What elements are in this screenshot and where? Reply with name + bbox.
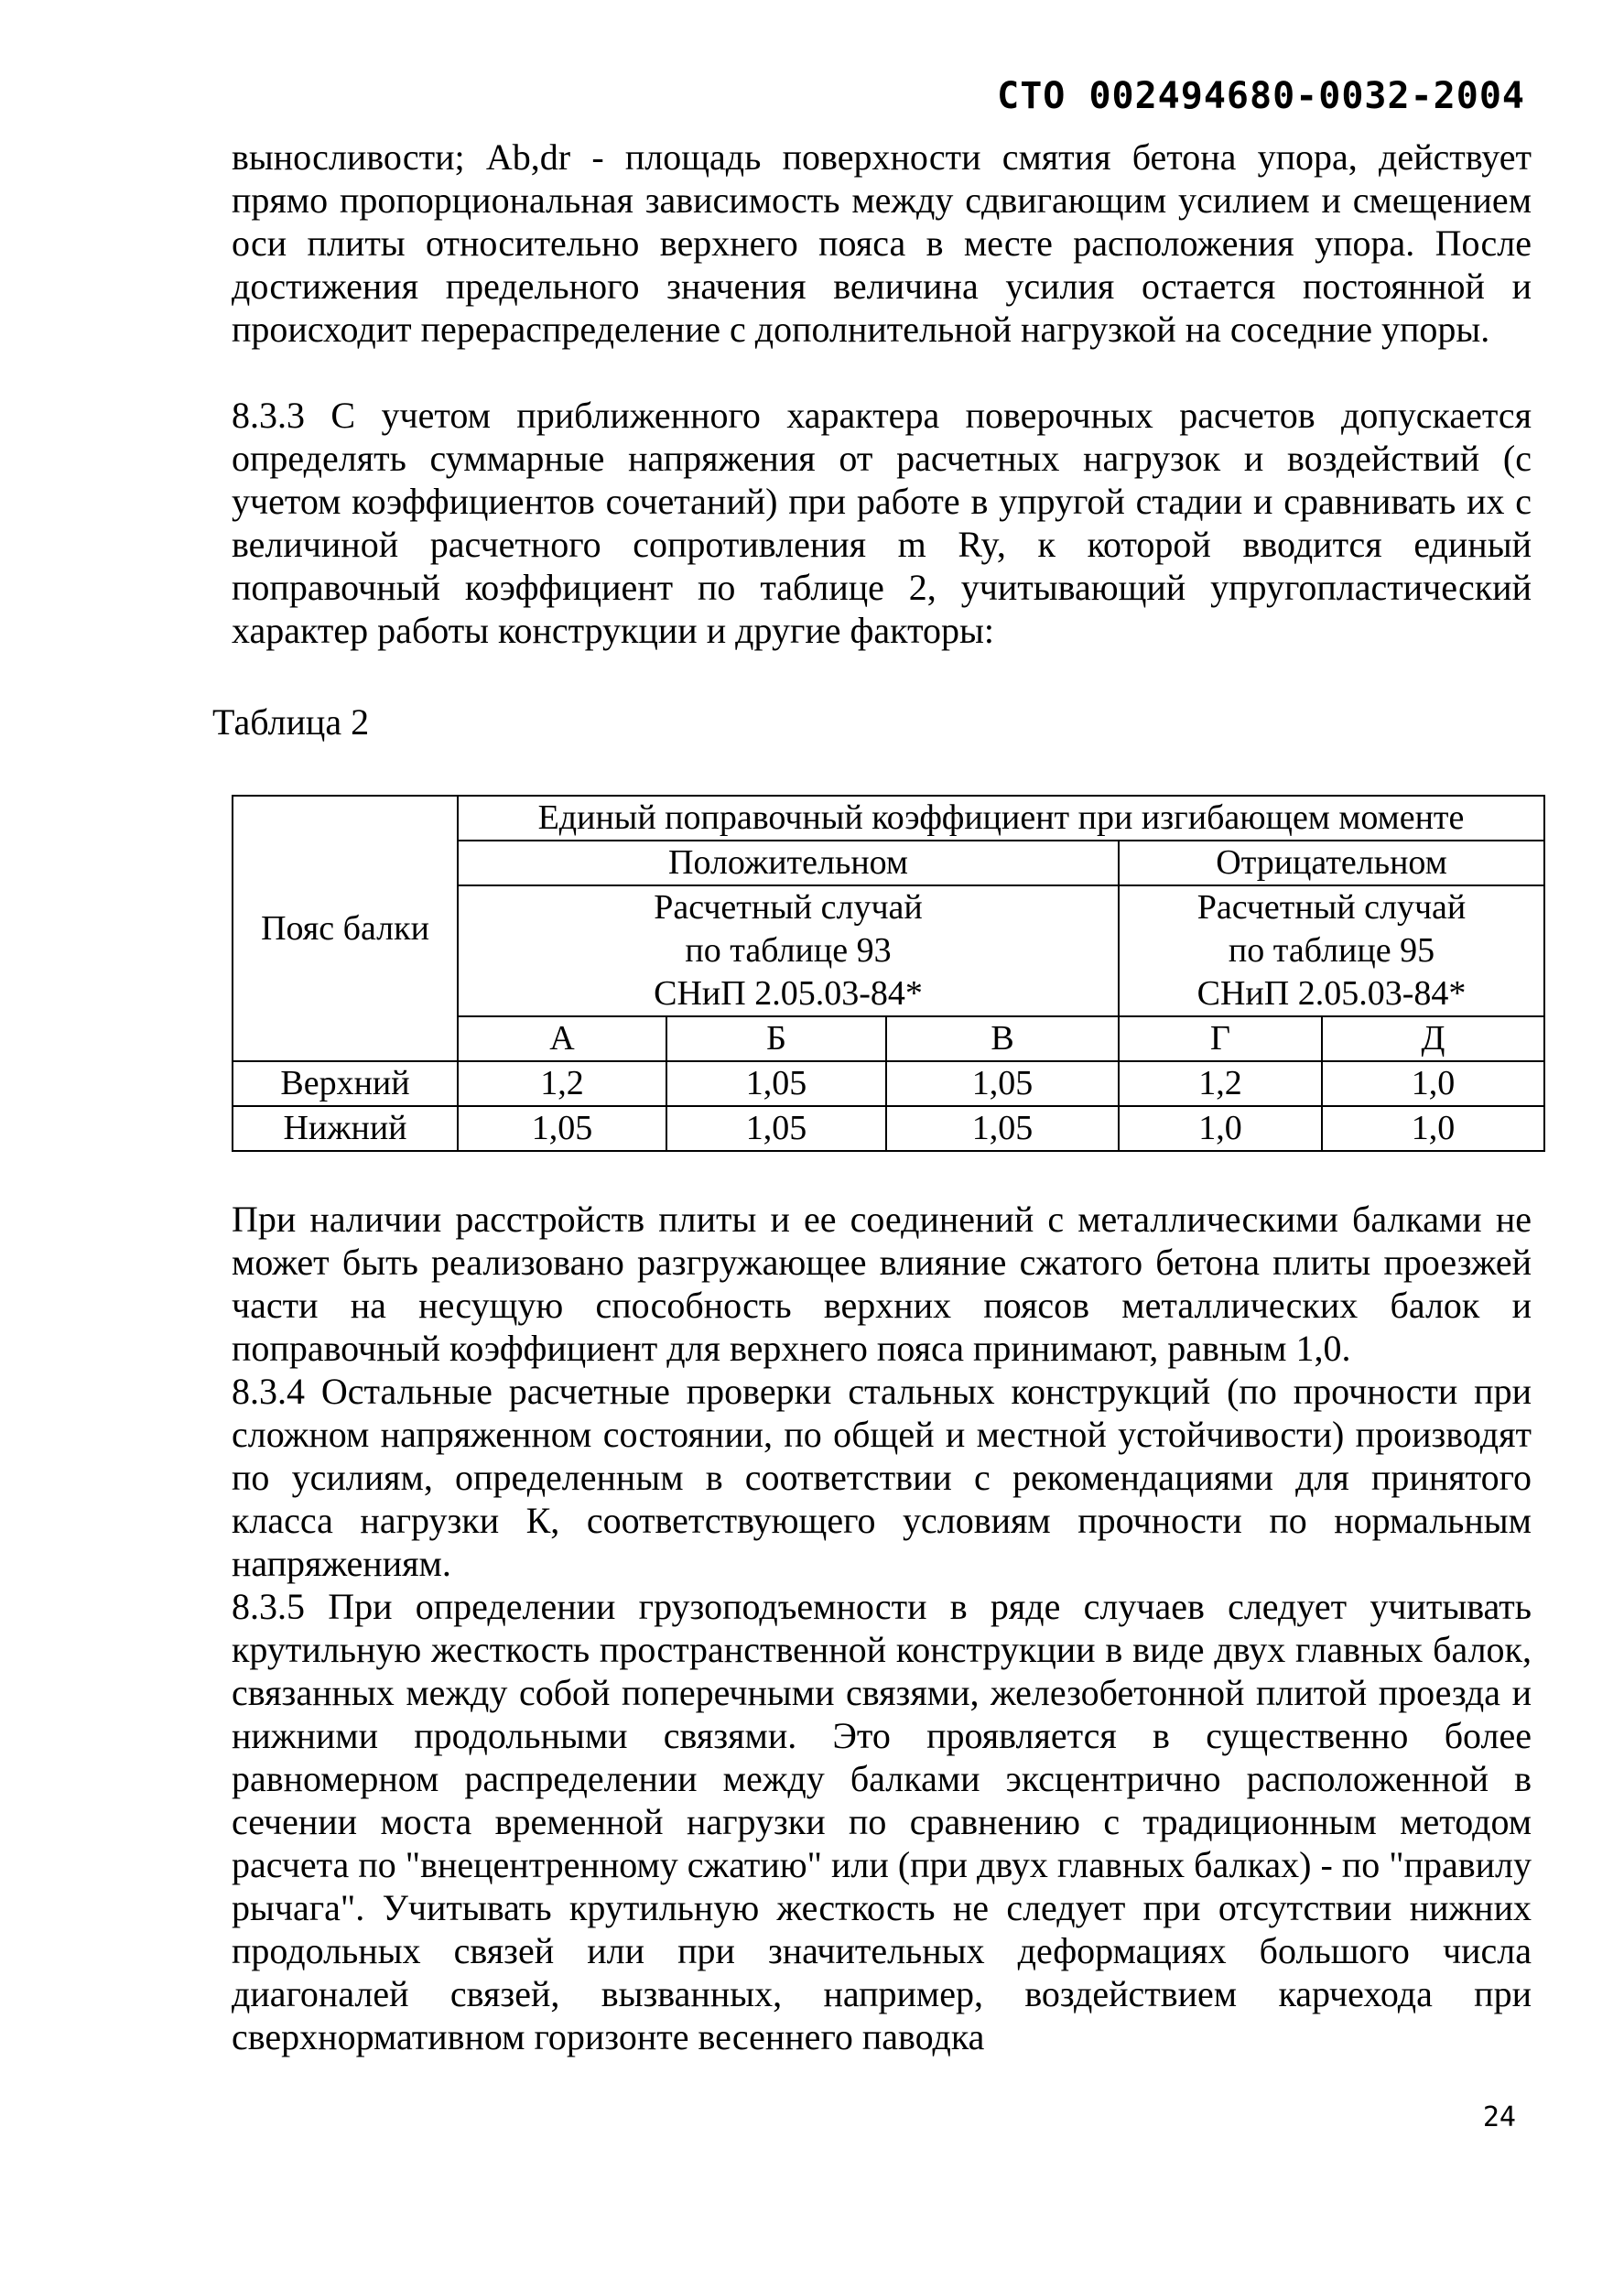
- case-positive-line: по таблице 93: [685, 931, 892, 970]
- table-cell: 1,0: [1322, 1106, 1544, 1151]
- case-negative-line: СНиП 2.05.03-84*: [1196, 974, 1467, 1013]
- table-cell: 1,05: [666, 1061, 886, 1106]
- page-number: 24: [1482, 2101, 1516, 2133]
- paragraph-remark: При наличии расстройств плиты и ее соединений с металлическими балками не может быть реализовано разгружающее влияние сжатого бетона плиты проезжей части на несущую способность верхних поясов металлических балок и поправочный коэффициент для верхнего пояса принимают, равным 1,0.: [232, 1199, 1532, 1369]
- case-negative-line: Расчетный случай: [1196, 888, 1467, 927]
- document-code: СТО 002494680-0032-2004: [997, 75, 1525, 117]
- table-caption: Таблица 2: [212, 701, 370, 743]
- column-header-g: Г: [1119, 1016, 1322, 1061]
- column-header-b: Б: [666, 1016, 886, 1061]
- paragraph-8-3-5: 8.3.5 При определении грузоподъемности в ряде случаев следует учитывать крутильную жесткость пространственной конструкции в виде двух главных балок, связанных между собой поперечными связями, железобетонной плитой проезда и нижними продольными связями. Это проявляется в существенно более равномерном распределении между балками эксцентрично расположенной в сечении моста временной нагрузки по сравнению с традиционным методом расчета по "внецентренному сжатию" или (при двух главных балках) - по "правилу рычага". Учитывать крутильную жесткость не следует при отсутствии нижних продольных связей или при значительных деформациях большого числа диагоналей связей, вызванных, например, воздействием карчехода при сверхнормативном горизонте весеннего паводка: [232, 1586, 1532, 2057]
- paragraph-continuation: выносливости; Ab,dr - площадь поверхности смятия бетона упора, действует прямо пропорциональная зависимость между сдвигающим усилием и смещением оси плиты относительно верхнего пояса в месте расположения упора. После достижения предельного значения величина усилия остается постоянной и происходит перераспределение с дополнительной нагрузкой на соседние упоры.: [232, 136, 1532, 350]
- case-positive: [458, 885, 1119, 1016]
- paragraph-8-3-3: 8.3.3 С учетом приближенного характера поверочных расчетов допускается определять суммарные напряжения от расчетных нагрузок и воздействий (с учетом коэффициентов сочетаний) при работе в упругой стадии и сравнивать их с величиной расчетного сопротивления m Ry, к которой вводится единый поправочный коэффициент по таблице 2, учитывающий упругопластический характер работы конструкции и другие факторы:: [232, 395, 1532, 651]
- table-cell: 1,05: [886, 1061, 1119, 1106]
- case-negative-line: по таблице 95: [1228, 931, 1435, 970]
- table-row: [233, 1061, 1544, 1106]
- row-header-beam-chord: Пояс балки: [233, 796, 458, 1061]
- table-cell: 1,05: [886, 1106, 1119, 1151]
- coefficient-table: [232, 795, 1545, 1152]
- case-negative: [1119, 885, 1544, 1016]
- table-cell: 1,0: [1119, 1106, 1322, 1151]
- negative-header: Отрицательном: [1119, 841, 1544, 885]
- positive-header: Положительном: [458, 841, 1119, 885]
- table-cell: 1,2: [1119, 1061, 1322, 1106]
- table-row: [233, 1106, 1544, 1151]
- column-header-a: А: [458, 1016, 666, 1061]
- paragraph-8-3-4: 8.3.4 Остальные расчетные проверки стальных конструкций (по прочности при сложном напряженном состоянии, по общей и местной устойчивости) производят по усилиям, определенным в соответствии с рекомендациями для принятого класса нагрузки К, соответствующего условиям прочности по нормальным напряжениям.: [232, 1371, 1532, 1584]
- row-label: Нижний: [233, 1106, 458, 1151]
- group-header: Единый поправочный коэффициент при изгибающем моменте: [458, 796, 1544, 841]
- case-positive-line: СНиП 2.05.03-84*: [654, 974, 923, 1013]
- column-header-d: Д: [1322, 1016, 1544, 1061]
- row-label: Верхний: [233, 1061, 458, 1106]
- table-cell: 1,05: [666, 1106, 886, 1151]
- table-cell: 1,0: [1322, 1061, 1544, 1106]
- column-header-v: В: [886, 1016, 1119, 1061]
- case-positive-line: Расчетный случай: [654, 888, 923, 927]
- table-cell: 1,2: [458, 1061, 666, 1106]
- table-cell: 1,05: [458, 1106, 666, 1151]
- body-text-block: [232, 1198, 1532, 2058]
